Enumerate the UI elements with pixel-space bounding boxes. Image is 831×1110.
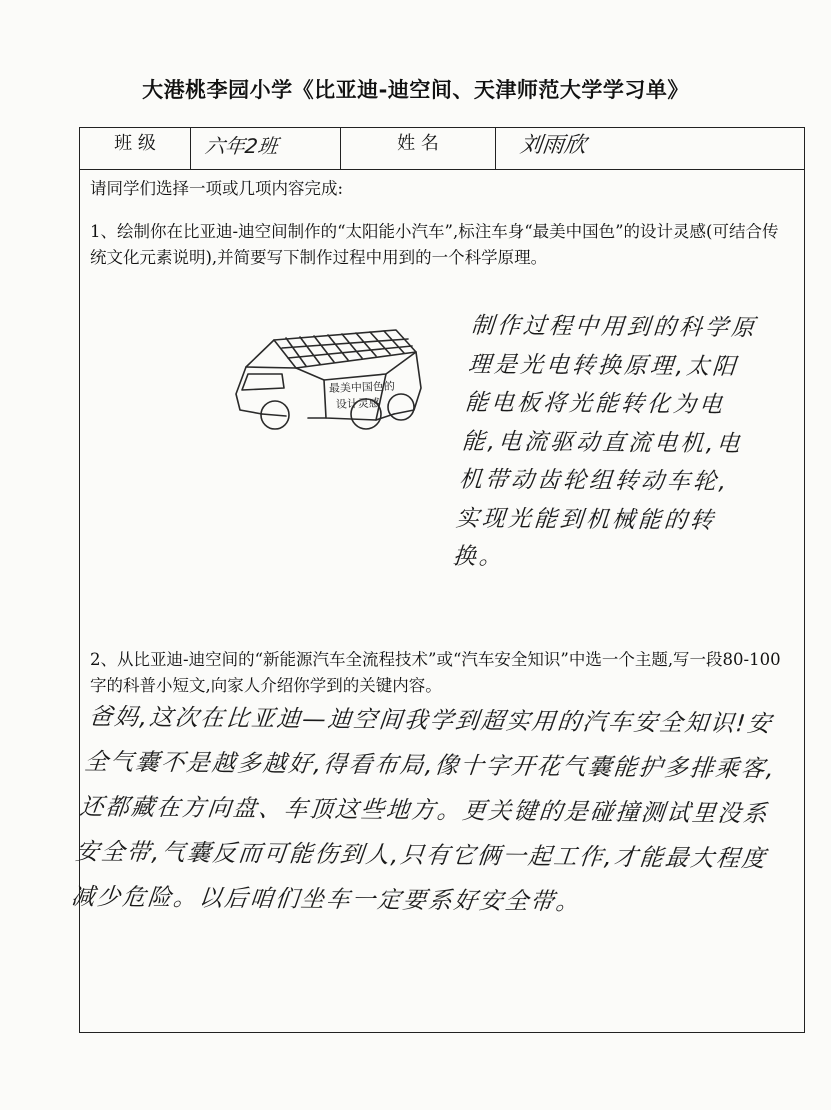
answer-1-handwriting: 制作过程中用到的科学原理是光电转换原理,太阳能电板将光能转化为电能,电流驱动直流电机,电机带动齿轮组转动车轮,实现光能到机械能的转换。 xyxy=(451,312,759,571)
info-row xyxy=(80,128,804,170)
name-value: 刘雨欣 xyxy=(518,133,588,158)
task-2-text: 2、从比亚迪-迪空间的“新能源汽车全流程技术”或“汽车安全知识”中选一个主题,写一段80-100字的科普小短文,向家人介绍你学到的关键内容。 xyxy=(90,650,781,695)
class-label-cell xyxy=(80,128,191,169)
name-label-cell xyxy=(341,128,496,169)
car-label-line-1: 最美中国色的 xyxy=(328,379,396,395)
name-label: 姓 名 xyxy=(397,133,439,154)
class-value: 六年2班 xyxy=(203,134,279,158)
page-title: 大港桃李园小学《比亚迪-迪空间、天津师范大学学习单》 xyxy=(142,78,689,102)
class-label: 班 级 xyxy=(114,133,156,154)
instruction-intro: 请同学们选择一项或几项内容完成: xyxy=(90,179,344,198)
task-1-text: 1、绘制你在比亚迪-迪空间制作的“太阳能小汽车”,标注车身“最美中国色”的设计灵感(可结合传统文化元素说明),并简要写下制作过程中用到的一个科学原理。 xyxy=(90,222,779,267)
solar-car-drawing xyxy=(226,322,431,437)
class-value-cell xyxy=(191,128,341,169)
answer-2-handwriting: 爸妈,这次在比亚迪—迪空间我学到超实用的汽车安全知识!安全气囊不是越多越好,得看布局,像十字开花气囊能护多排乘客,还都藏在方向盘、车顶这些地方。更关键的是碰撞测试里没系安全带,气囊反而可能伤到人,只有它俩一起工作,才能最大程度减少危险。以后咱们坐车一定要系好安全带。 xyxy=(69,702,778,916)
name-value-cell xyxy=(496,128,804,169)
car-label-line-2: 设计灵感 xyxy=(335,396,381,411)
